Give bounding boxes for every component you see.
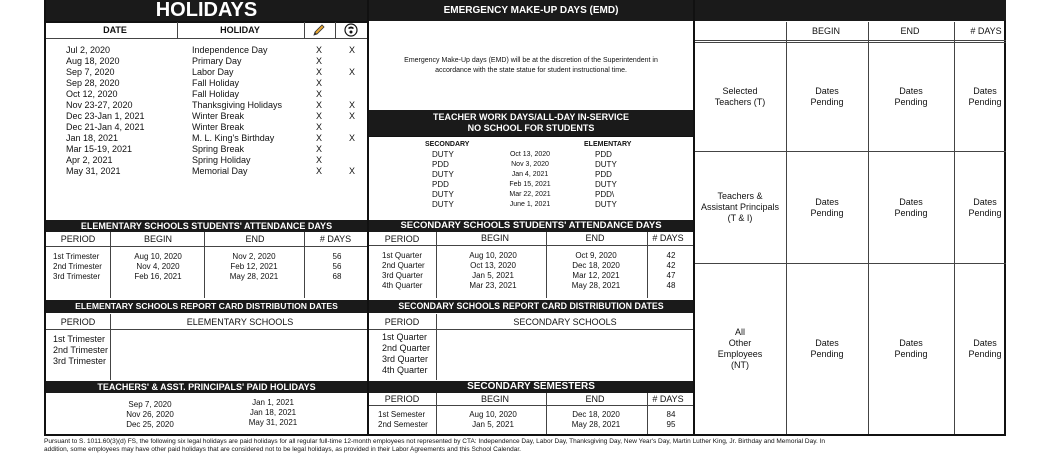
- list-item: 3rd Quarter: [382, 354, 429, 364]
- elem-report-title: ELEMENTARY SCHOOLS REPORT CARD DISTRIBUTION DATES: [46, 300, 367, 313]
- right-row2-end: Dates Pending: [894, 196, 928, 218]
- twd-dates-list: [500, 150, 560, 210]
- list-item: Nov 26, 2020: [126, 410, 174, 419]
- list-item: Dec 23-Jan 1, 2021: [66, 111, 145, 121]
- sem-periods-list: [378, 410, 428, 430]
- emd-text-1: Emergency Make-Up days (EMD) will be at the discretion of the Superintendent in: [404, 57, 658, 64]
- right-col-days: # DAYS: [970, 26, 1002, 36]
- list-item: Feb 12, 2021: [230, 262, 278, 271]
- list-item: DUTY: [595, 180, 617, 189]
- sec-periods-list: [382, 251, 425, 291]
- list-item: 1st Trimester: [53, 252, 100, 261]
- list-item: Fall Holiday: [192, 78, 240, 88]
- list-item: 1st Semester: [378, 410, 426, 419]
- twd-elementary-types-list: [595, 150, 617, 210]
- list-item: [346, 56, 358, 67]
- list-item: PDD: [432, 160, 449, 169]
- list-item: DUTY: [595, 160, 617, 169]
- emd-title: EMERGENCY MAKE-UP DAYS (EMD): [369, 0, 693, 21]
- right-row2-begin: Dates Pending: [810, 196, 844, 218]
- list-item: Jan 18, 2021: [66, 133, 119, 143]
- list-item: Dec 18, 2020: [572, 261, 620, 270]
- list-item: Jul 2, 2020: [66, 45, 111, 55]
- list-item: PDD: [432, 180, 449, 189]
- list-item: Nov 4, 2020: [136, 262, 180, 271]
- list-item: [346, 89, 358, 100]
- list-item: 42: [666, 251, 676, 260]
- list-item: June 1, 2021: [509, 201, 551, 208]
- right-row2-days: Dates Pending: [968, 196, 1002, 218]
- list-item: Dec 21-Jan 4, 2021: [66, 122, 145, 132]
- list-item: May 28, 2021: [571, 281, 621, 290]
- right-col-end: END: [900, 26, 920, 36]
- list-item: Dec 25, 2020: [126, 420, 174, 429]
- sem-col-begin: BEGIN: [480, 394, 509, 404]
- list-item: Nov 2, 2020: [232, 252, 276, 261]
- paid-holidays-left-list: [115, 400, 185, 430]
- list-item: X: [315, 111, 322, 121]
- list-item: Feb 16, 2021: [134, 272, 182, 281]
- elem-col-period: PERIOD: [60, 234, 96, 244]
- list-item: X: [315, 89, 322, 99]
- twd-secondary-header: SECONDARY: [425, 141, 470, 148]
- list-item: Jan 4, 2021: [511, 171, 549, 178]
- list-item: May 31, 2021: [248, 418, 298, 427]
- list-item: X: [348, 100, 355, 110]
- list-item: Mar 12, 2021: [572, 271, 620, 280]
- sec-col-period: PERIOD: [384, 234, 420, 244]
- holiday-mark2-list: [346, 45, 358, 177]
- holidays-col-date: DATE: [103, 25, 127, 35]
- elem-report-periods-list: [53, 334, 108, 367]
- list-item: Sep 7, 2020: [66, 67, 115, 77]
- list-item: 2nd Trimester: [53, 262, 102, 271]
- holiday-mark1-list: [313, 45, 325, 177]
- list-item: Dec 18, 2020: [572, 410, 620, 419]
- list-item: 1st Quarter: [382, 251, 423, 260]
- list-item: Aug 10, 2020: [134, 252, 182, 261]
- list-item: X: [348, 45, 355, 55]
- list-item: 2nd Quarter: [382, 261, 425, 270]
- sec-report-col-schools: SECONDARY SCHOOLS: [513, 317, 617, 327]
- list-item: Jan 5, 2021: [472, 420, 514, 429]
- footer-note-2: addition, some employees may have other paid holidays that are considered not to be legal holidays, as provided in their Labor Agreements and this School Calendar.: [44, 446, 521, 453]
- sec-days-list: [656, 251, 686, 291]
- holidays-col-holiday: HOLIDAY: [220, 25, 260, 35]
- right-row1-days: Dates Pending: [968, 86, 1002, 107]
- list-item: DUTY: [432, 190, 454, 199]
- list-item: PDD: [595, 150, 612, 159]
- list-item: X: [348, 166, 355, 176]
- right-row1-label: Selected Teachers (T): [714, 86, 766, 107]
- sec-report-title: SECONDARY SCHOOLS REPORT CARD DISTRIBUTION DATES: [369, 300, 693, 313]
- list-item: 1st Quarter: [382, 332, 428, 342]
- list-item: 48: [666, 281, 676, 290]
- list-item: X: [315, 78, 322, 88]
- list-item: DUTY: [432, 150, 454, 159]
- sec-col-days: # DAYS: [652, 233, 684, 243]
- sec-col-begin: BEGIN: [480, 233, 509, 243]
- list-item: 68: [332, 272, 342, 281]
- sec-col-end: END: [585, 233, 605, 243]
- list-item: M. L. King's Birthday: [192, 133, 275, 143]
- list-item: PDD\: [595, 190, 615, 199]
- elem-ends-list: [214, 252, 294, 282]
- right-row1-end: Dates Pending: [894, 86, 928, 107]
- list-item: Labor Day: [192, 67, 234, 77]
- twd-title: [369, 110, 693, 136]
- twd-elementary-header: ELEMENTARY: [584, 141, 632, 148]
- list-item: Aug 10, 2020: [469, 251, 517, 260]
- right-header-bar: [695, 0, 1006, 21]
- sem-col-end: END: [585, 394, 605, 404]
- list-item: Sep 7, 2020: [128, 400, 172, 409]
- list-item: May 28, 2021: [229, 272, 279, 281]
- list-item: Mar 15-19, 2021: [66, 144, 133, 154]
- sem-ends-list: [556, 410, 636, 430]
- list-item: Oct 13, 2020: [509, 151, 551, 158]
- list-item: X: [315, 122, 322, 132]
- sem-begins-list: [455, 410, 531, 430]
- list-item: 2nd Quarter: [382, 343, 431, 353]
- elem-periods-list: [53, 252, 102, 282]
- list-item: Sep 28, 2020: [66, 78, 120, 88]
- list-item: 2nd Trimester: [53, 345, 109, 355]
- list-item: Apr 2, 2021: [66, 155, 113, 165]
- sem-days-list: [656, 410, 686, 430]
- list-item: X: [315, 144, 322, 154]
- elem-begins-list: [120, 252, 196, 282]
- list-item: X: [315, 166, 322, 176]
- list-item: Fall Holiday: [192, 89, 240, 99]
- list-item: Spring Holiday: [192, 155, 251, 165]
- list-item: X: [315, 45, 322, 55]
- twd-secondary-types-list: [432, 150, 454, 210]
- list-item: X: [315, 56, 322, 66]
- right-row3-days: Dates Pending: [968, 338, 1002, 359]
- holiday-dates-list: [66, 45, 145, 177]
- list-item: 4th Quarter: [382, 281, 423, 290]
- emd-text-2: accordance with the state statue for student instructional time.: [435, 67, 627, 74]
- list-item: DUTY: [432, 200, 454, 209]
- list-item: [346, 122, 358, 133]
- list-item: [346, 144, 358, 155]
- sec-begins-list: [455, 251, 531, 291]
- right-row3-label: All Other Employees (NT): [717, 327, 763, 370]
- list-item: Oct 12, 2020: [66, 89, 118, 99]
- list-item: 3rd Quarter: [382, 271, 423, 280]
- holiday-names-list: [192, 45, 282, 177]
- list-item: Nov 3, 2020: [511, 161, 549, 168]
- sec-attendance-title: SECONDARY SCHOOLS STUDENTS' ATTENDANCE DAYS: [369, 220, 693, 232]
- list-item: Primary Day: [192, 56, 242, 66]
- list-item: Jan 5, 2021: [472, 271, 514, 280]
- elem-attendance-title: ELEMENTARY SCHOOLS STUDENTS' ATTENDANCE DAYS: [46, 220, 367, 232]
- elem-days-list: [322, 252, 352, 282]
- list-item: Winter Break: [192, 122, 245, 132]
- sem-col-period: PERIOD: [384, 394, 420, 404]
- list-item: 3rd Trimester: [53, 356, 107, 366]
- elem-report-col-schools: ELEMENTARY SCHOOLS: [186, 317, 294, 327]
- elem-col-begin: BEGIN: [143, 234, 172, 244]
- elem-col-days: # DAYS: [319, 234, 352, 244]
- right-row2-label: Teachers & Assistant Principals (T & I): [700, 191, 780, 223]
- list-item: 95: [666, 420, 676, 429]
- sec-ends-list: [556, 251, 636, 291]
- sem-col-days: # DAYS: [652, 394, 684, 404]
- list-item: X: [315, 67, 322, 77]
- elem-col-end: END: [245, 234, 265, 244]
- twd-title-line1: TEACHER WORK DAYS/ALL-DAY IN-SERVICE: [432, 112, 630, 122]
- list-item: X: [315, 100, 322, 110]
- list-item: X: [315, 155, 322, 165]
- list-item: PDD: [595, 170, 612, 179]
- list-item: Aug 18, 2020: [66, 56, 120, 66]
- semesters-title: SECONDARY SEMESTERS: [369, 381, 693, 393]
- list-item: 3rd Trimester: [53, 272, 101, 281]
- list-item: 47: [666, 271, 676, 280]
- list-item: 2nd Semester: [378, 420, 428, 429]
- list-item: Oct 9, 2020: [575, 251, 617, 260]
- holidays-title: HOLIDAYS: [46, 0, 367, 21]
- list-item: Mar 22, 2021: [509, 191, 551, 198]
- list-item: Feb 15, 2021: [509, 181, 551, 188]
- list-item: 42: [666, 261, 676, 270]
- list-item: [346, 155, 358, 166]
- paid-holidays-title: TEACHERS' & ASST. PRINCIPALS' PAID HOLIDAYS: [46, 381, 367, 393]
- list-item: Independence Day: [192, 45, 268, 55]
- list-item: 1st Trimester: [53, 334, 106, 344]
- list-item: May 31, 2021: [66, 166, 121, 176]
- right-row1-begin: Dates Pending: [810, 86, 844, 107]
- pencil-icon: [312, 23, 326, 37]
- list-item: 4th Quarter: [382, 365, 428, 375]
- list-item: DUTY: [432, 170, 454, 179]
- list-item: Memorial Day: [192, 166, 248, 176]
- list-item: X: [348, 111, 355, 121]
- list-item: Spring Break: [192, 144, 245, 154]
- list-item: X: [348, 133, 355, 143]
- list-item: X: [315, 133, 322, 143]
- list-item: Winter Break: [192, 111, 245, 121]
- footer-note-1: Pursuant to S. 1011.60(3)(d) FS, the following six legal holidays are paid holidays for all regular full-time 12-month employees not represented by CTA: Independence Day, Labor Day, Thanksgiving Day, New Year's Day, Martin Luther King, Jr. Birthday and Memorial Day. In: [44, 438, 826, 445]
- list-item: DUTY: [595, 200, 617, 209]
- list-item: [346, 78, 358, 89]
- list-item: 84: [666, 410, 676, 419]
- list-item: 56: [332, 252, 342, 261]
- list-item: Nov 23-27, 2020: [66, 100, 133, 110]
- list-item: Thanksgiving Holidays: [192, 100, 283, 110]
- right-row3-begin: Dates Pending: [810, 338, 844, 359]
- right-row3-end: Dates Pending: [894, 338, 928, 359]
- list-item: Jan 1, 2021: [252, 398, 294, 407]
- sec-report-periods-list: [382, 332, 430, 376]
- list-item: X: [348, 67, 355, 77]
- list-item: Oct 13, 2020: [470, 261, 516, 270]
- phone-icon: [344, 23, 358, 37]
- right-col-begin: BEGIN: [811, 26, 840, 36]
- list-item: Mar 23, 2021: [469, 281, 517, 290]
- list-item: May 28, 2021: [571, 420, 621, 429]
- elem-report-col-period: PERIOD: [60, 317, 96, 327]
- sec-report-col-period: PERIOD: [384, 317, 420, 327]
- list-item: 56: [332, 262, 342, 271]
- list-item: Jan 18, 2021: [249, 408, 297, 417]
- paid-holidays-right-list: [238, 398, 308, 428]
- twd-title-line2: NO SCHOOL FOR STUDENTS: [467, 123, 595, 133]
- list-item: Aug 10, 2020: [469, 410, 517, 419]
